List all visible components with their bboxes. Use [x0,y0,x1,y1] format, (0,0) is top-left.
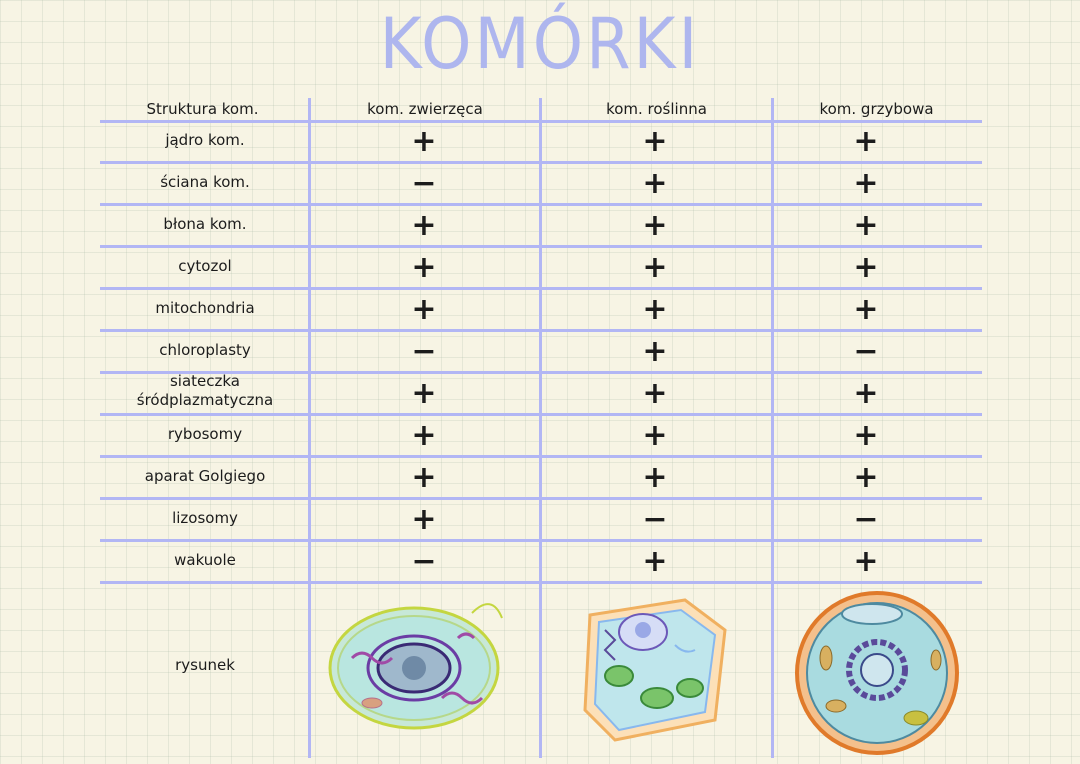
presence-mark: − [853,334,879,369]
fungal-cell-drawing [792,588,962,758]
presence-mark: + [853,376,879,411]
presence-mark: − [411,334,437,369]
animal-cell-drawing [322,598,512,748]
drawing-row-label: rysunek [175,656,235,674]
table-divider [100,497,982,500]
presence-mark: + [853,208,879,243]
row-label: błona kom. [163,215,247,233]
table-divider [100,539,982,542]
table-divider [100,329,982,332]
presence-mark: + [853,460,879,495]
table-divider [100,161,982,164]
row-label: chloroplasty [159,341,251,359]
table-divider [100,581,982,584]
presence-mark: + [411,376,437,411]
presence-mark: + [853,544,879,579]
presence-mark: + [853,124,879,159]
table-divider [100,245,982,248]
presence-mark: + [642,334,668,369]
row-label: jądro kom. [165,131,245,149]
row-label: wakuole [174,551,236,569]
presence-mark: + [642,460,668,495]
presence-mark: + [642,208,668,243]
table-divider [539,98,542,758]
presence-mark: + [411,208,437,243]
presence-mark: − [411,544,437,579]
presence-mark: + [642,292,668,327]
row-label: lizosomy [172,509,238,527]
page-title: KOMÓRKI [379,4,701,86]
header-animal-cell: kom. zwierzęca [367,100,483,118]
presence-mark: + [642,250,668,285]
table-divider [100,120,982,123]
presence-mark: − [853,502,879,537]
presence-mark: − [411,166,437,201]
presence-mark: + [853,292,879,327]
presence-mark: + [642,544,668,579]
presence-mark: + [642,124,668,159]
row-label: cytozol [178,257,232,275]
table-divider [771,98,774,758]
table-divider [100,203,982,206]
row-label: rybosomy [167,425,243,443]
presence-mark: + [411,124,437,159]
presence-mark: + [642,418,668,453]
presence-mark: + [411,292,437,327]
row-label: siateczka śródplazmatyczna [136,372,274,409]
presence-mark: + [642,166,668,201]
presence-mark: + [411,418,437,453]
row-label: aparat Golgiego [144,467,266,485]
header-structure: Struktura kom. [146,100,259,118]
presence-mark: + [853,418,879,453]
table-divider [100,413,982,416]
presence-mark: + [411,502,437,537]
presence-mark: + [411,460,437,495]
presence-mark: + [411,250,437,285]
presence-mark: + [642,376,668,411]
header-fungal-cell: kom. grzybowa [819,100,934,118]
row-label: ściana kom. [160,173,250,191]
table-divider [100,287,982,290]
presence-mark: + [853,250,879,285]
presence-mark: + [853,166,879,201]
row-label: mitochondria [155,299,255,317]
presence-mark: − [642,502,668,537]
header-plant-cell: kom. roślinna [606,100,707,118]
table-divider [100,455,982,458]
plant-cell-drawing [575,590,735,760]
